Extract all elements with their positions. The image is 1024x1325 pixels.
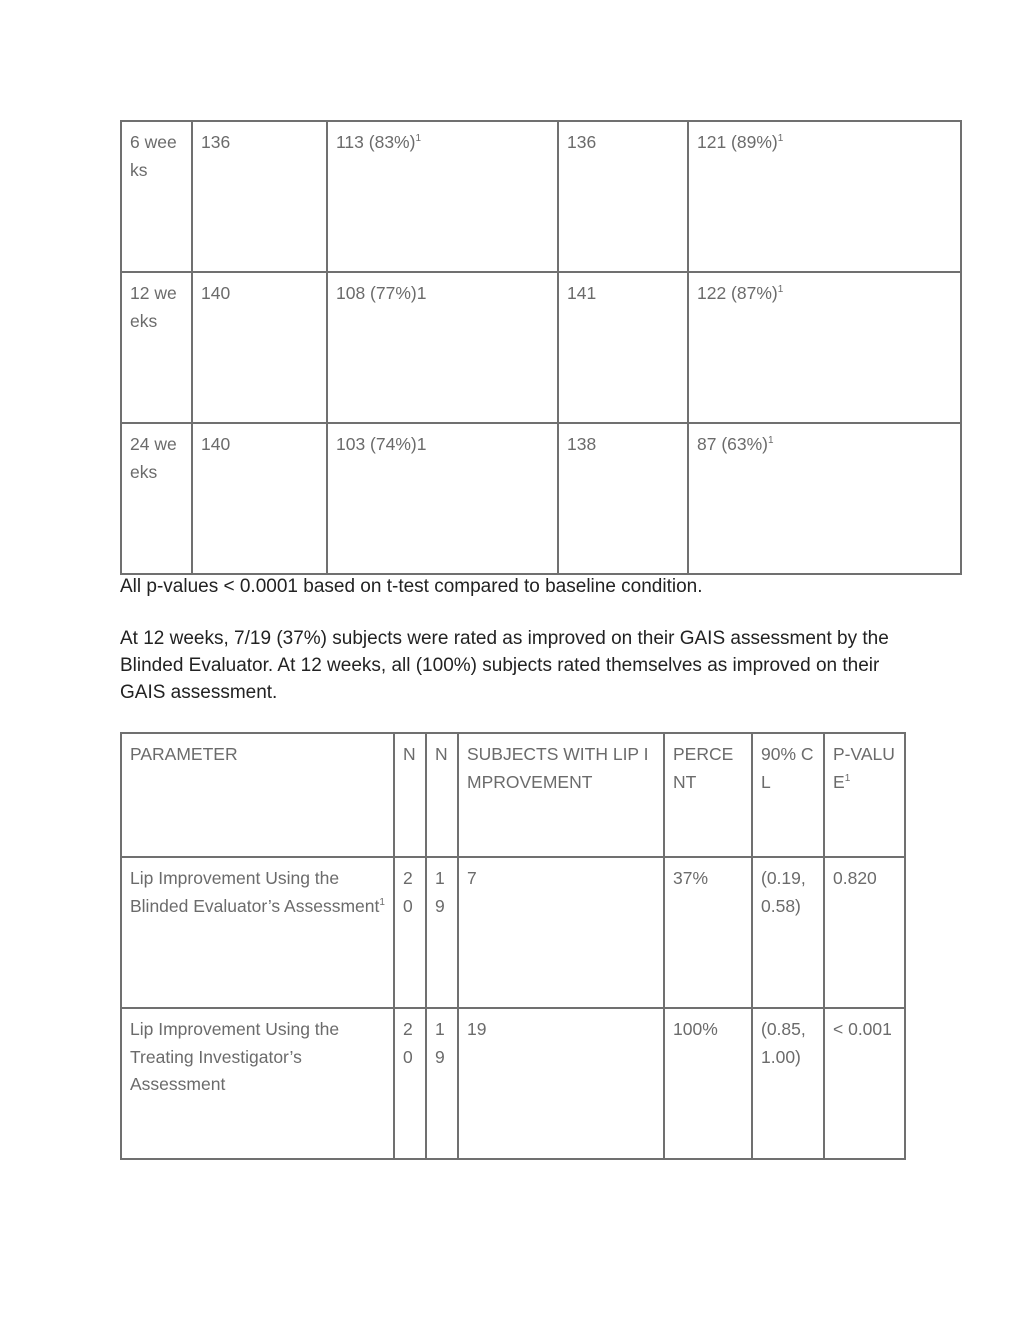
value-cell: 113 $(83\%)^1$: [327, 121, 558, 272]
parameter-cell: Lip Improvement Using the Blinded Evaluator’s Assessment$^1$: [121, 857, 394, 1008]
results-by-week-table: [120, 120, 962, 575]
n-cell: 140: [192, 423, 327, 574]
value-cell: 121 $(89\%)^1$: [688, 121, 961, 272]
cl-cell: (0.19, 0.58): [752, 857, 824, 1008]
value-cell: 103 (74%)1: [327, 423, 558, 574]
n-cell: 19: [426, 857, 458, 1008]
lip-improvement-table: [120, 732, 906, 1160]
subjects-cell: 7: [458, 857, 664, 1008]
p-value-cell: 0.820: [824, 857, 905, 1008]
value-cell: 108 (77%)1: [327, 272, 558, 423]
header-cl: 90% CL: [752, 733, 824, 857]
n-cell: 19: [426, 1008, 458, 1159]
p-value-note: All p-values < 0.0001 based on t-test compared to baseline condition.: [120, 576, 703, 597]
period-cell: 24 weeks: [121, 423, 192, 574]
subjects-cell: 19: [458, 1008, 664, 1159]
header-n: N: [426, 733, 458, 857]
percent-cell: 100%: [664, 1008, 752, 1159]
n-cell: 136: [558, 121, 688, 272]
header-percent: PERCENT: [664, 733, 752, 857]
header-n: N: [394, 733, 426, 857]
n-cell: 20: [394, 857, 426, 1008]
period-cell: 12 weeks: [121, 272, 192, 423]
period-cell: 6 weeks: [121, 121, 192, 272]
n-cell: 20: [394, 1008, 426, 1159]
n-cell: 138: [558, 423, 688, 574]
n-cell: 141: [558, 272, 688, 423]
header-row: [121, 733, 905, 857]
header-parameter: PARAMETER: [121, 733, 394, 857]
gais-paragraph: At 12 weeks, 7/19 (37%) subjects were rated as improved on their GAIS assessment by the Blinded Evaluator. At 12 weeks, all (100%) subjects rated themselves as improved on their GAIS assessment.: [120, 628, 889, 703]
value-cell: 87 $(63\%)^1$: [688, 423, 961, 574]
value-cell: 122 $(87\%)^1$: [688, 272, 961, 423]
header-p-value: P-VALUE$^1$: [824, 733, 905, 857]
n-cell: 140: [192, 272, 327, 423]
table-row: [121, 857, 905, 1008]
p-value-cell: < 0.001: [824, 1008, 905, 1159]
cl-cell: (0.85, 1.00): [752, 1008, 824, 1159]
n-cell: 136: [192, 121, 327, 272]
table-row: [121, 121, 961, 272]
table-row: [121, 272, 961, 423]
percent-cell: 37%: [664, 857, 752, 1008]
header-subjects: SUBJECTS WITH LIP IMPROVEMENT: [458, 733, 664, 857]
table-row: [121, 1008, 905, 1159]
parameter-cell: Lip Improvement Using the Treating Investigator’s Assessment: [121, 1008, 394, 1159]
table-row: [121, 423, 961, 574]
